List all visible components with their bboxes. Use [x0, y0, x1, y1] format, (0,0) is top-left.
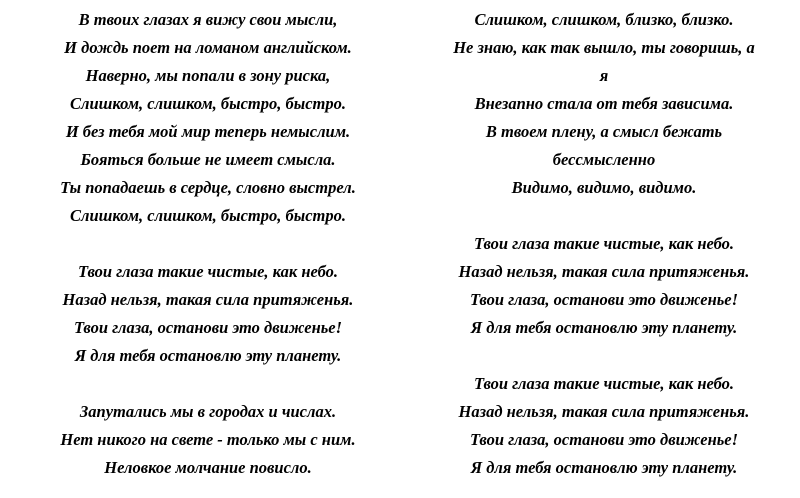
- left-stanza-3: [6, 398, 410, 482]
- lyric-line: Видимо, видимо, видимо.: [511, 178, 697, 197]
- lyric-line: Ты попадаешь в сердце, словно выстрел.: [60, 178, 356, 197]
- left-stanza-2: [6, 258, 410, 370]
- left-column: [6, 6, 410, 482]
- lyric-line: Бояться больше не имеет смысла.: [80, 150, 336, 169]
- stanza-gap: [410, 202, 798, 230]
- right-stanza-2: [410, 230, 798, 342]
- stanza-gap: [6, 230, 410, 258]
- lyric-line: Слишком, слишком, быстро, быстро.: [70, 94, 346, 113]
- lyric-line: Слишком, слишком, быстро, быстро.: [70, 206, 346, 225]
- lyric-line: Твои глаза, останови это движенье!: [469, 290, 739, 309]
- lyric-line: Твои глаза такие чистые, как небо.: [473, 374, 735, 393]
- lyric-line: Не знаю, как так вышло, ты говоришь, а: [453, 38, 755, 57]
- lyric-line: Твои глаза, останови это движенье!: [469, 430, 739, 449]
- lyric-line: Твои глаза такие чистые, как небо.: [77, 262, 339, 281]
- lyric-line: Неловкое молчание повисло.: [104, 458, 312, 477]
- lyric-line: Твои глаза такие чистые, как небо.: [473, 234, 735, 253]
- lyric-line: Твои глаза, останови это движенье!: [73, 318, 343, 337]
- left-stanza-1: [6, 6, 410, 230]
- lyric-line: Я для тебя остановлю эту планету.: [470, 458, 738, 477]
- lyric-line: Запутались мы в городах и числах.: [79, 402, 337, 421]
- stanza-gap: [410, 342, 798, 370]
- lyric-line: Я для тебя остановлю эту планету.: [470, 318, 738, 337]
- lyric-line: Внезапно стала от тебя зависима.: [474, 94, 734, 113]
- lyric-line: Назад нельзя, такая сила притяженья.: [458, 402, 750, 421]
- right-stanza-3: [410, 370, 798, 482]
- lyric-line: Наверно, мы попали в зону риска,: [85, 66, 331, 85]
- lyric-line: я: [599, 66, 609, 85]
- lyric-line: Назад нельзя, такая сила притяженья.: [458, 262, 750, 281]
- lyric-line: Нет никого на свете - только мы с ним.: [60, 430, 356, 449]
- lyric-line: Слишком, слишком, близко, близко.: [474, 10, 734, 29]
- lyric-line: И без тебя мой мир теперь немыслим.: [65, 122, 351, 141]
- right-stanza-1: [410, 6, 798, 202]
- lyric-line: Я для тебя остановлю эту планету.: [74, 346, 342, 365]
- lyric-line: Назад нельзя, такая сила притяженья.: [62, 290, 354, 309]
- stanza-gap: [6, 370, 410, 398]
- lyric-line: В твоих глазах я вижу свои мысли,: [78, 10, 338, 29]
- lyric-line: И дождь поет на ломаном английском.: [64, 38, 352, 57]
- right-column: [410, 6, 798, 482]
- lyric-line: В твоем плену, а смысл бежать: [485, 122, 723, 141]
- lyric-line: бессмысленно: [552, 150, 656, 169]
